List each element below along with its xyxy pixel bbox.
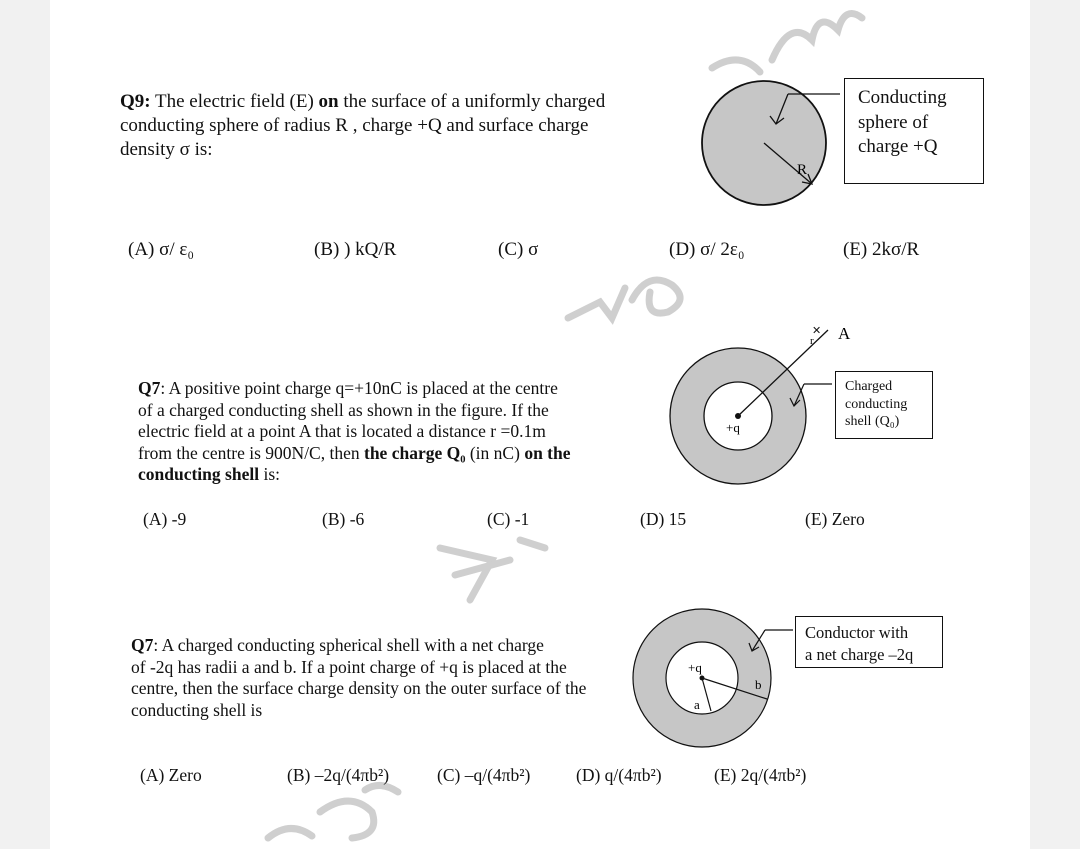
q7a-text-4: from the centre is 900N/C, then — [138, 442, 364, 463]
q7a-label-box — [835, 371, 933, 439]
q7b-option-d[interactable]: (D) q/(4πb²) — [576, 765, 662, 785]
q9-sphere-diagram — [690, 70, 850, 215]
q7b-option-b[interactable]: (B) –2q/(4πb²) — [287, 765, 390, 785]
q9-option-b[interactable]: (B) ) kQ/R — [314, 239, 397, 260]
q7a-point-label: A — [838, 324, 851, 343]
q9-option-a[interactable]: (A) σ/ ε₀ — [128, 239, 194, 260]
q7a-text-bold: the charge Q₀ — [364, 442, 466, 463]
q7a-text-2: of a charged conducting shell as shown in the figure. If the — [138, 399, 549, 420]
q9-text-line3: density σ is: — [120, 139, 213, 160]
q9-text-1: The electric field (E) — [150, 91, 319, 112]
q7b-b-label: b — [755, 677, 762, 692]
q9-radius-label: R — [797, 162, 808, 178]
q7a-shell-diagram — [660, 320, 851, 500]
q7b-question — [131, 635, 631, 721]
q7a-option-e[interactable]: (E) Zero — [805, 509, 865, 529]
q7b-text-2: of -2q has radii a and b. If a point charge of +q is placed at the — [131, 656, 567, 677]
q9-text-2: the surface of a uniformly charged — [338, 91, 606, 112]
q7b-label-box — [795, 616, 943, 668]
q9-option-c[interactable]: (C) σ — [498, 239, 539, 260]
q7b-text-3: centre, then the surface charge density on the outer surface of the — [131, 678, 587, 698]
q7a-option-b[interactable]: (B) -6 — [322, 509, 365, 529]
q7b-box-line: Conductor with — [805, 623, 909, 642]
q7a-option-c[interactable]: (C) -1 — [487, 509, 530, 529]
q7a-box-line: shell (Q₀) — [845, 414, 900, 429]
q7a-box-line: conducting — [845, 396, 908, 412]
q7b-charge-label: +q — [688, 660, 702, 675]
q7a-text-bold2: on the — [524, 442, 571, 463]
q7a-text-1: : A positive point charge q=+10nC is placed at the centre — [160, 378, 558, 398]
q7b-number: Q7 — [131, 635, 154, 655]
q7a-box-line: Charged — [845, 379, 893, 394]
q7a-text-3: electric field at a point A that is located a distance r =0.1m — [138, 421, 546, 441]
q7b-option-c[interactable]: (C) –q/(4πb²) — [437, 765, 531, 785]
q7b-option-e[interactable]: (E) 2q/(4πb²) — [714, 765, 807, 785]
q9-question — [120, 90, 680, 162]
q7a-text-mid: (in nC) — [465, 442, 525, 463]
q7a-text-bold3: conducting shell — [138, 464, 260, 484]
q9-text-bold: on — [318, 91, 339, 112]
q9-box-line: charge +Q — [858, 136, 938, 157]
q9-label-box — [844, 78, 984, 184]
q9-number: Q9: — [120, 91, 151, 112]
q7a-option-d[interactable]: (D) 15 — [640, 509, 687, 529]
q7a-number: Q7 — [138, 378, 161, 398]
svg-text:✕: ✕ — [812, 325, 822, 337]
q7b-text-1: : A charged conducting spherical shell with a net charge — [153, 635, 544, 655]
q7b-box-line: a net charge –2q — [805, 645, 914, 664]
q9-option-e[interactable]: (E) 2kσ/R — [843, 239, 920, 260]
q9-text-line2: conducting sphere of radius R , charge +Q and surface charge — [120, 115, 589, 136]
q9-option-d[interactable]: (D) σ/ 2ε₀ — [669, 239, 745, 260]
q7b-text-4: conducting shell is — [131, 699, 263, 720]
q7a-option-a[interactable]: (A) -9 — [143, 509, 187, 529]
q9-box-line: Conducting — [858, 87, 947, 108]
q9-box-line: sphere of — [858, 111, 929, 133]
q7b-a-label: a — [694, 697, 700, 712]
q7a-r-label: r — [810, 335, 814, 347]
q7b-shell-diagram — [625, 605, 805, 755]
q7a-charge-label: +q — [726, 420, 740, 435]
q7a-text-5: is: — [259, 464, 280, 484]
q7a-question — [138, 378, 628, 486]
q7b-option-a[interactable]: (A) Zero — [140, 765, 202, 785]
